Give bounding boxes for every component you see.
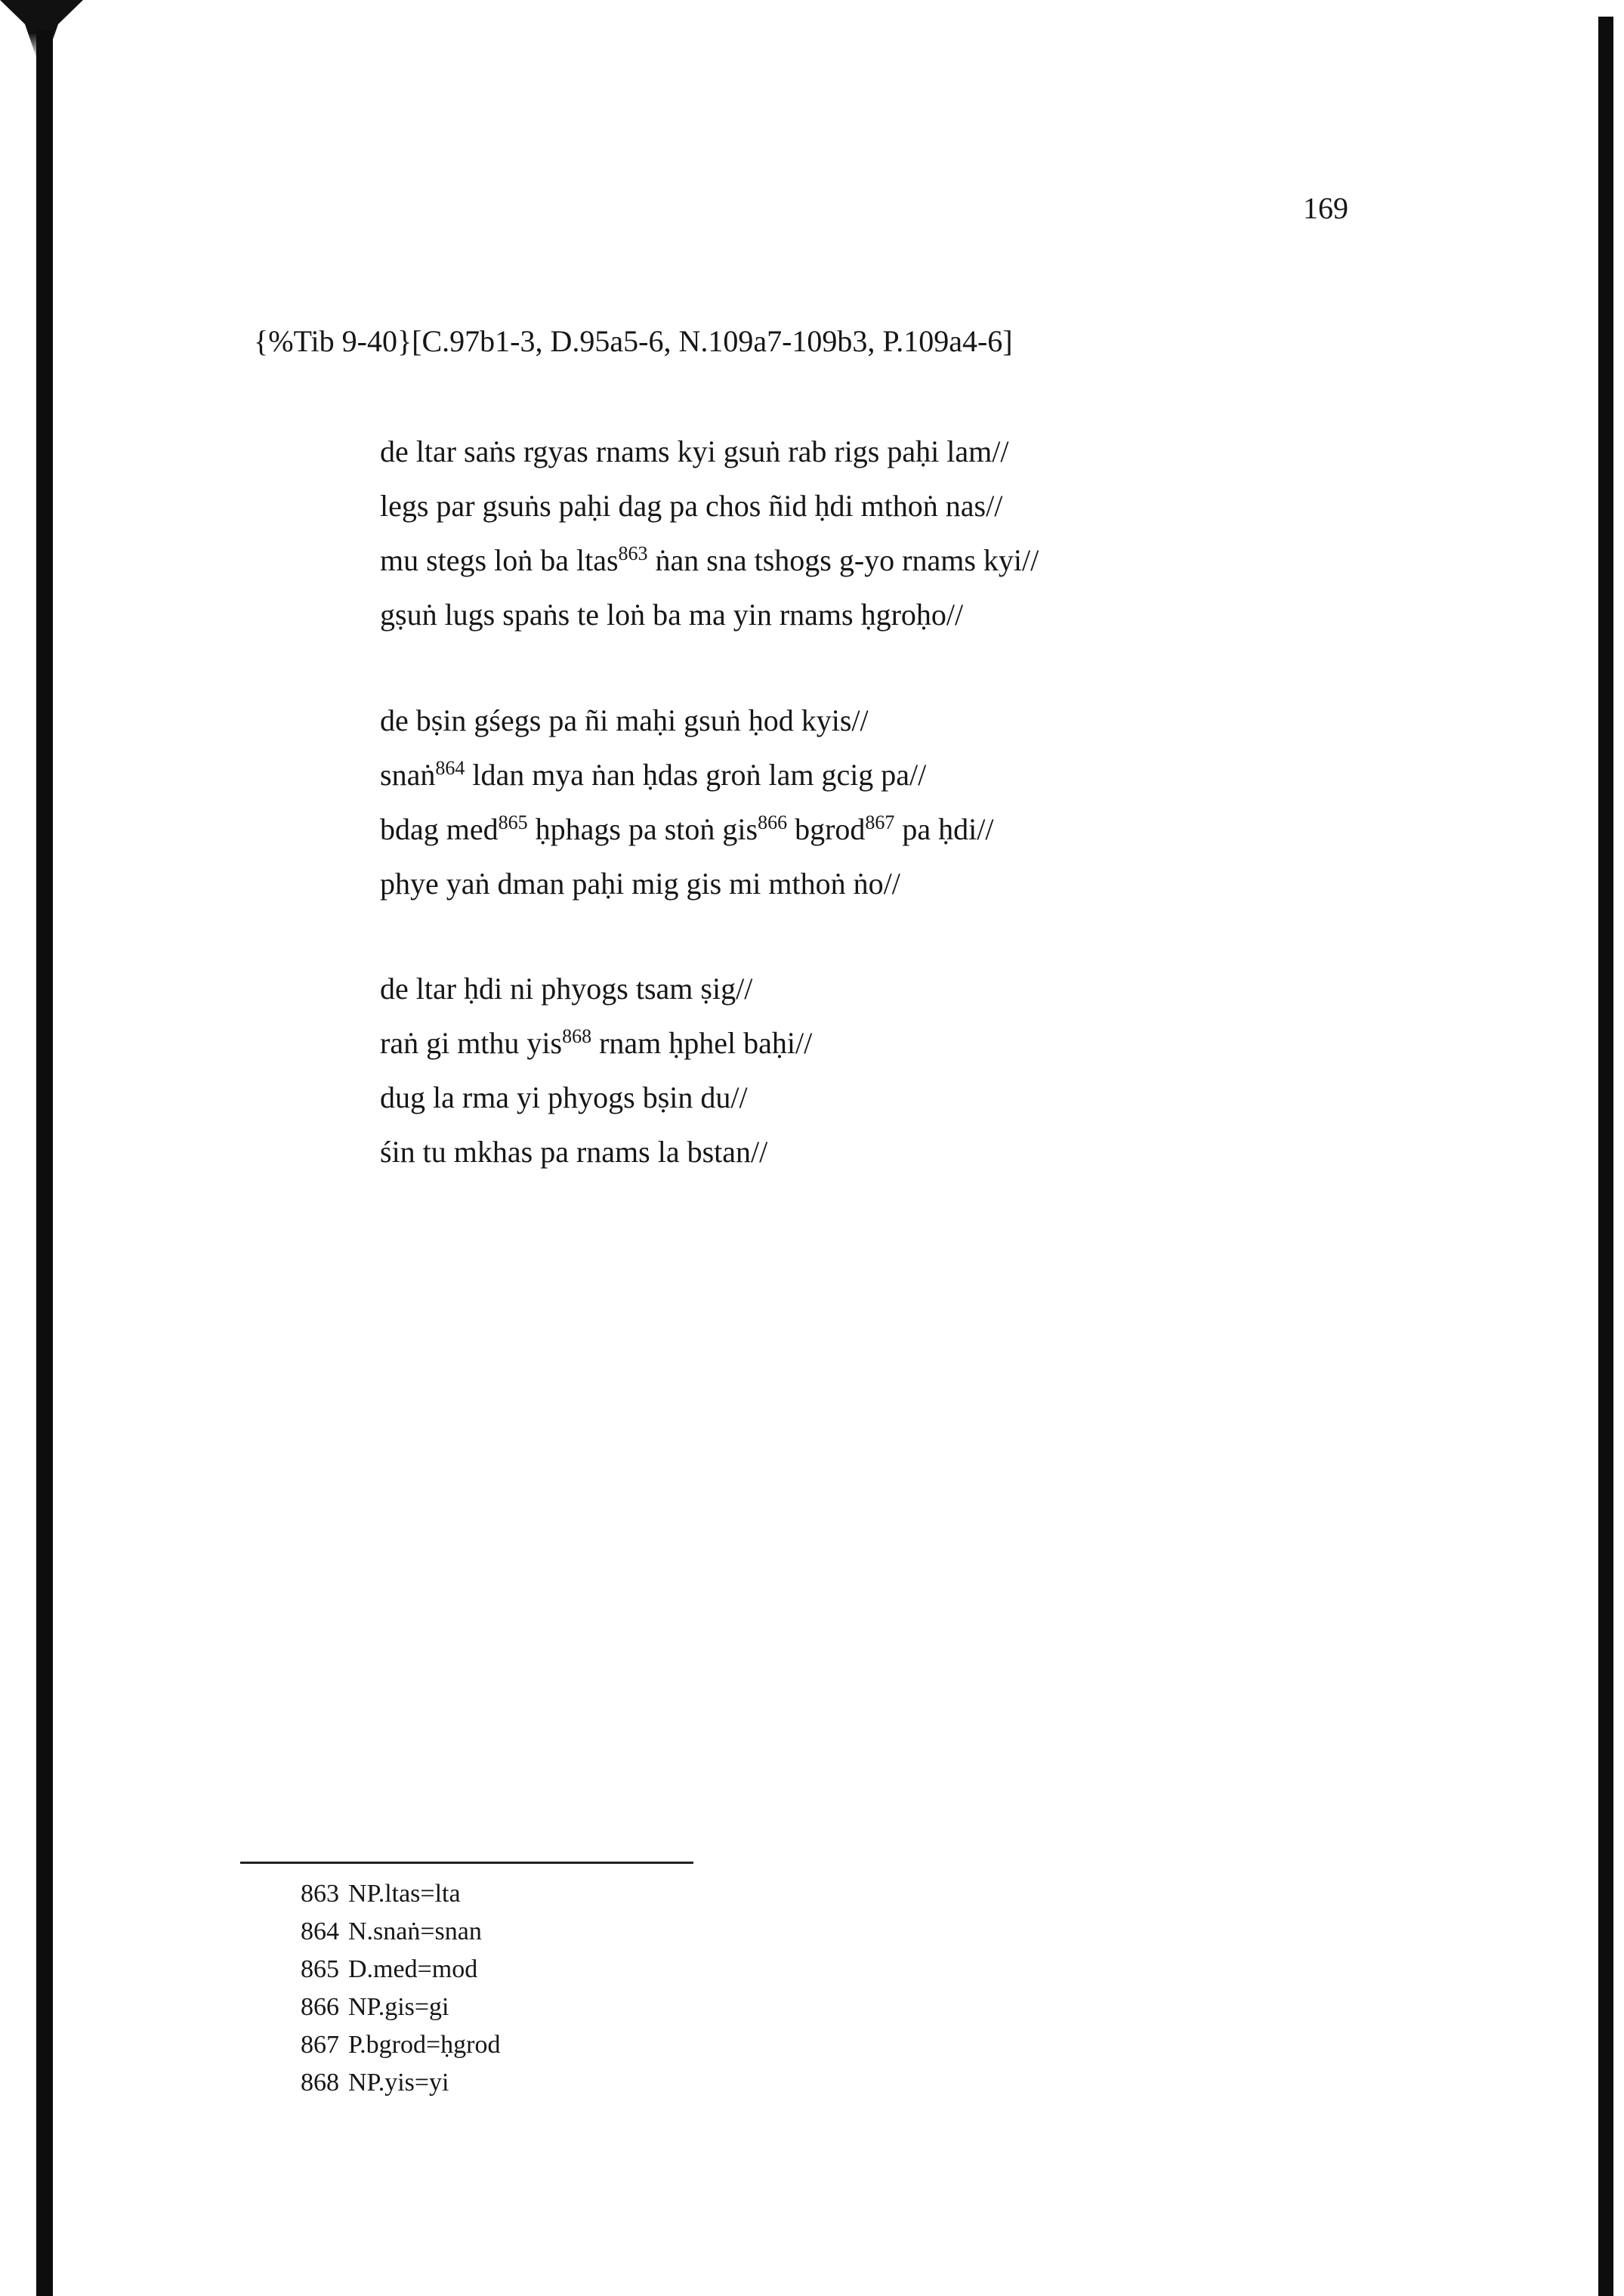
verse-text: dug la rma yi phyogs bṣin du//	[380, 1080, 748, 1114]
footnotes	[301, 1875, 500, 2102]
verse-line	[380, 533, 1039, 588]
verse-line	[380, 1071, 812, 1125]
verse-text: bgrod	[787, 812, 866, 846]
verse-line	[380, 694, 993, 748]
verse-line	[380, 479, 1039, 533]
verse-text: mu stegs loṅ ba ltas	[380, 543, 619, 577]
footnote	[301, 1951, 500, 1989]
verse-text: rnam ḥphel baḥi//	[591, 1026, 813, 1060]
verse-text: phye yaṅ dman paḥi mig gis mi mthoṅ ṅo//	[380, 867, 900, 901]
verse-line	[380, 962, 812, 1016]
footnote-marker: 866	[758, 811, 788, 833]
verse-text: legs par gsuṅs paḥi dag pa chos ñid ḥdi mthoṅ nas//	[380, 489, 1003, 523]
verse-line	[380, 588, 1039, 642]
footnote	[301, 1913, 500, 1951]
footnote-number: 864	[301, 1917, 339, 1945]
right-scan-edge	[1598, 17, 1613, 2296]
verse-text: snaṅ	[380, 758, 436, 792]
footnote-text: D.med=mod	[348, 1955, 478, 1983]
footnote	[301, 1989, 500, 2026]
verse-text: raṅ gi mthu yis	[380, 1026, 563, 1060]
left-binding-edge	[36, 30, 53, 2296]
verse-line	[380, 857, 993, 911]
footnote	[301, 1875, 500, 1913]
footnote-number: 866	[301, 1993, 339, 2021]
verse-line	[380, 1125, 812, 1179]
verse-text: bdag med	[380, 812, 499, 846]
verse-text: ṅan sna tshogs g-yo rnams kyi//	[647, 543, 1039, 577]
verse-text: pa ḥdi//	[894, 812, 994, 846]
footnote-marker: 868	[562, 1025, 592, 1047]
verse-line	[380, 748, 993, 802]
verse-text: gṣuṅ lugs spaṅs te loṅ ba ma yin rnams ḥgroḥo//	[380, 598, 964, 632]
verse-text: de ltar saṅs rgyas rnams kyi gsuṅ rab rigs paḥi lam//	[380, 434, 1009, 468]
stanza	[380, 962, 812, 1179]
verse-line	[380, 425, 1039, 479]
page-number: 169	[1303, 191, 1348, 225]
source-reference: {%Tib 9-40}[C.97b1-3, D.95a5-6, N.109a7-109b3, P.109a4-6]	[254, 324, 1013, 358]
verse-line	[380, 1016, 812, 1071]
verse-text: śin tu mkhas pa rnams la bstan//	[380, 1135, 768, 1169]
footnote-number: 863	[301, 1880, 339, 1908]
footnote	[301, 2026, 500, 2064]
verse-text: ldan mya ṅan ḥdas groṅ lam gcig pa//	[465, 758, 927, 792]
verse-text: de ltar ḥdi ni phyogs tsam ṣig//	[380, 972, 753, 1006]
footnote-marker: 864	[435, 757, 465, 779]
verse-text: de bṣin gśegs pa ñi maḥi gsuṅ ḥod kyis//	[380, 703, 869, 737]
footnote-marker: 865	[498, 811, 528, 833]
footnote-number: 865	[301, 1955, 339, 1983]
footnote-number: 867	[301, 2031, 339, 2059]
stanza	[380, 694, 993, 911]
footnote-marker: 863	[618, 542, 648, 564]
footnote-text: P.bgrod=ḥgrod	[348, 2031, 501, 2059]
stanza	[380, 425, 1039, 642]
verse-text: ḥphags pa stoṅ gis	[527, 812, 758, 846]
footnote-text: NP.gis=gi	[348, 1993, 449, 2021]
footnote-text: NP.yis=yi	[348, 2069, 449, 2097]
footnote-number: 868	[301, 2069, 339, 2097]
footnote	[301, 2064, 500, 2102]
footnote-text: NP.ltas=lta	[348, 1880, 461, 1908]
footnote-text: N.snaṅ=snan	[348, 1917, 482, 1945]
footnote-marker: 867	[865, 811, 895, 833]
footnote-divider	[240, 1862, 693, 1864]
verse-line	[380, 802, 993, 857]
